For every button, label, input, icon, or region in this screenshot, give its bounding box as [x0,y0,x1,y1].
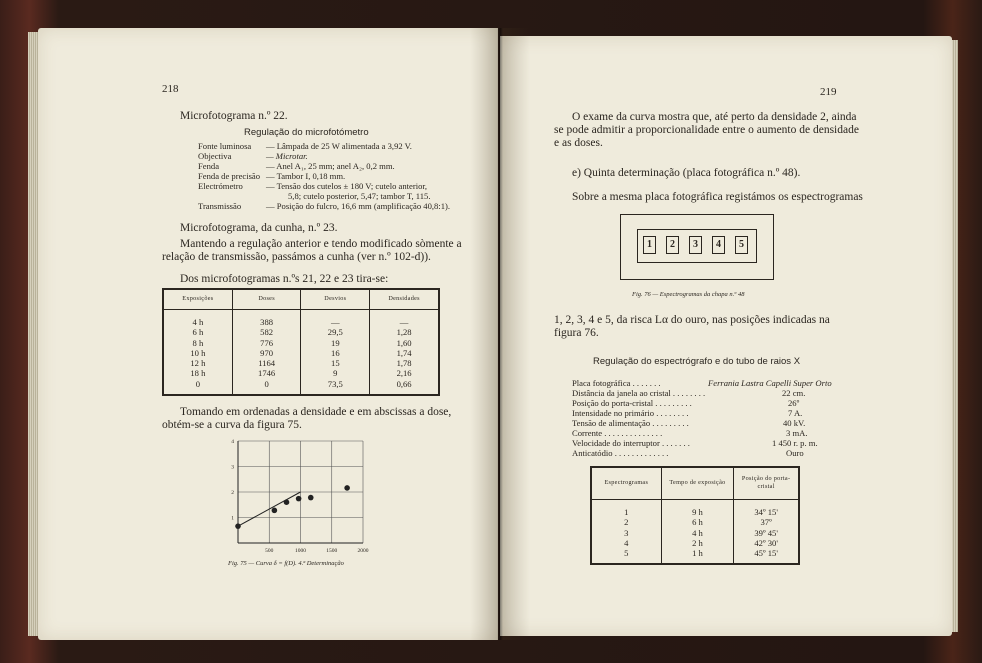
table-row [163,368,439,378]
table-row [163,327,439,337]
table-cell: 12 h [190,358,206,369]
setting-value: 3 mA. [786,428,808,438]
setting-value: 7 A. [788,408,803,418]
table-row [591,528,799,538]
microfotometro-settings-title: Regulação do microfotómetro [244,127,369,138]
table-cell: 1,74 [370,348,439,358]
table-cell: — [370,317,439,327]
figure-75-chart [218,433,378,563]
book-gutter [470,28,530,640]
table-cell: 4 h [192,317,204,327]
setting-value: Ouro [786,448,804,458]
paragraph-line: Tomando em ordenadas a densidade e em abscissas a dose, [180,406,452,418]
table-cell: 39º 45' [734,528,799,538]
spectrogram-1: 1 [643,236,656,254]
paragraph-line: e as doses. [554,137,603,149]
table-row [591,548,799,558]
setting-label: Anticatódio . . . . . . . . . . . . . [572,448,669,458]
photographic-plate-diagram [620,214,774,280]
setting-label: Posição do porta-cristal . . . . . . . . . [572,398,692,408]
table-cell: 2 h [661,538,734,548]
table-cell: 1 [624,507,629,517]
data-point [272,508,278,514]
heading-microfotograma-22: Microfotograma n.º 22. [180,110,288,122]
table-cell: 2 [624,517,629,528]
setting-value: 22 cm. [782,388,806,398]
table-cell: 4 [624,537,629,548]
section-heading-e: e) Quinta determinação (placa fotográfica n.º 48). [572,167,801,179]
x-tick-label: 500 [265,548,274,554]
figure-76-caption: Fig. 76 — Espectrogramas da chapa n.º 48 [632,291,745,298]
setting-value: 5,8; cutelo posterior, 5,47; tambor T, 115. [288,191,431,201]
paragraph-line: O exame da curva mostra que, até perto da densidade 2, ainda [572,111,857,123]
setting-value: — Microtar. [266,151,308,161]
table-cell: 0 [195,378,201,389]
heading-microfotograma-23: Microfotograma, da cunha, n.º 23. [180,222,338,234]
paragraph-line: Dos microfotogramas n.ºs 21, 22 e 23 tira-se: [180,273,389,285]
spectrogram-3: 3 [689,236,702,254]
paragraph-line: 1, 2, 3, 4 e 5, da risca Lα do ouro, nas posições indicadas na [554,314,830,326]
table-header: Espectrogramas [591,467,661,499]
table-row [163,379,439,389]
table-header: Exposições [163,289,232,309]
paragraph-line: obtém-se a curva da figura 75. [162,419,302,431]
table-cell: 16 [301,348,370,358]
setting-value: — Lâmpada de 25 W alimentada a 3,92 V. [266,141,412,151]
left-page [38,28,498,640]
table-cell: 6 h [192,327,204,338]
paragraph-line: Sobre a mesma placa fotográfica registámos os espectrogramas [572,191,863,203]
table-cell: 1 h [661,548,734,558]
spectrogram-5: 5 [735,236,748,254]
data-point [284,499,290,505]
table-row [163,338,439,348]
table-row [163,358,439,368]
table-cell: 37º [734,517,799,527]
table-cell: 29,5 [301,327,370,337]
setting-label: Fonte luminosa [198,141,252,151]
table-cell: 9 h [661,507,734,517]
table-cell: 9 [301,368,370,378]
paragraph-line: se pode admitir a proporcionalidade entre o aumento de densidade [554,124,859,136]
table-cell: 1,60 [370,338,439,348]
setting-label: Distância da janela ao cristal . . . . . . . . [572,388,706,398]
setting-label: Corrente . . . . . . . . . . . . . . [572,428,663,438]
table-cell: 45º 15' [734,548,799,558]
setting-label: Objectiva [198,151,232,161]
x-tick-label: 1500 [326,548,338,554]
paragraph-line: relação de transmissão, passámos a cunha (ver n.º 102-d)). [162,251,431,263]
data-point [296,496,302,502]
setting-value: 26º [788,398,800,408]
table-header: Doses [232,289,301,309]
page-number-left: 218 [162,83,179,95]
table-cell: 2,16 [370,368,439,378]
setting-value: 40 kV. [783,418,806,428]
table-cell: 18 h [190,368,206,379]
chart-points [235,485,350,529]
table-cell: 73,5 [301,379,370,389]
setting-value: — Posição do fulcro, 16,6 mm (amplificação 40,8:1). [266,201,451,211]
table-cell: 42º 30' [734,538,799,548]
setting-label: Tensão de alimentação . . . . . . . . . [572,418,689,428]
exposure-density-table [162,288,440,396]
setting-value: 1 450 r. p. m. [772,438,818,448]
table-row [591,517,799,527]
data-point [308,495,314,501]
setting-label: Electrómetro [198,181,243,191]
y-tick-label: 4 [231,439,234,445]
table-cell: 0 [232,379,301,389]
setting-value: — Tensão dos cutelos ± 180 V; cutelo anterior, [266,181,428,191]
table-cell: 15 [301,358,370,368]
setting-label: Placa fotográfica . . . . . . . [572,378,661,388]
page-number-right: 219 [820,86,837,98]
table-cell: 5 [624,548,629,559]
table-header: Tempo de exposição [661,467,734,499]
y-tick-label: 2 [231,490,234,496]
table-cell: 776 [232,338,301,348]
setting-value: — Tambor I, 0,18 mm. [266,171,346,181]
table-cell: 19 [301,338,370,348]
figure-75-caption: Fig. 75 — Curva δ = f(D). 4.ª Determinação [228,560,344,567]
paragraph-line: figura 76. [554,327,599,339]
setting-label: Fenda de precisão [198,171,261,181]
table-cell: 970 [232,348,301,358]
table-header: Densidades [370,289,439,309]
table-cell: 6 h [661,517,734,527]
data-point [344,485,350,491]
spectrogram-2: 2 [666,236,679,254]
table-cell: 4 h [661,528,734,538]
setting-value: Ferrania Lastra Capelli Super Orto [708,378,832,388]
table-cell: 388 [232,317,301,327]
table-row [163,317,439,327]
table-cell: 10 h [190,347,206,358]
table-cell: 582 [232,327,301,337]
table-cell: 1164 [232,358,301,368]
table-row [591,507,799,517]
table-cell: 0,66 [370,379,439,389]
paragraph-line: Mantendo a regulação anterior e tendo modificado sòmente a [180,238,462,250]
y-tick-label: 1 [231,515,234,522]
y-tick-label: 3 [231,464,234,471]
table-cell: 3 [624,527,629,538]
spectrograph-settings-title: Regulação do espectrógrafo e do tubo de raios X [593,356,801,367]
setting-label: Transmissão [198,201,242,211]
table-cell: — [301,317,370,327]
setting-label: Velocidade do interruptor . . . . . . . [572,438,690,448]
setting-value: — Anel A₁, 25 mm; anel A₂, 0,2 mm. [266,161,395,171]
spectrogram-4: 4 [712,236,725,254]
right-page [500,36,952,636]
spectrogram-table [590,466,800,565]
setting-label: Fenda [198,161,220,171]
table-row [591,538,799,548]
table-cell: 1,28 [370,327,439,337]
table-cell: 34º 15' [734,507,799,517]
setting-label: Intensidade no primário . . . . . . . . [572,408,689,418]
table-header: Desvios [301,289,370,309]
table-cell: 1,78 [370,358,439,368]
x-tick-label: 1000 [295,548,306,554]
table-header: Posição do porta-cristal [734,467,799,499]
table-cell: 1746 [232,368,301,378]
data-point [235,523,241,529]
table-cell: 8 h [192,337,204,348]
x-tick-label: 2000 [357,548,369,554]
table-row [163,348,439,358]
